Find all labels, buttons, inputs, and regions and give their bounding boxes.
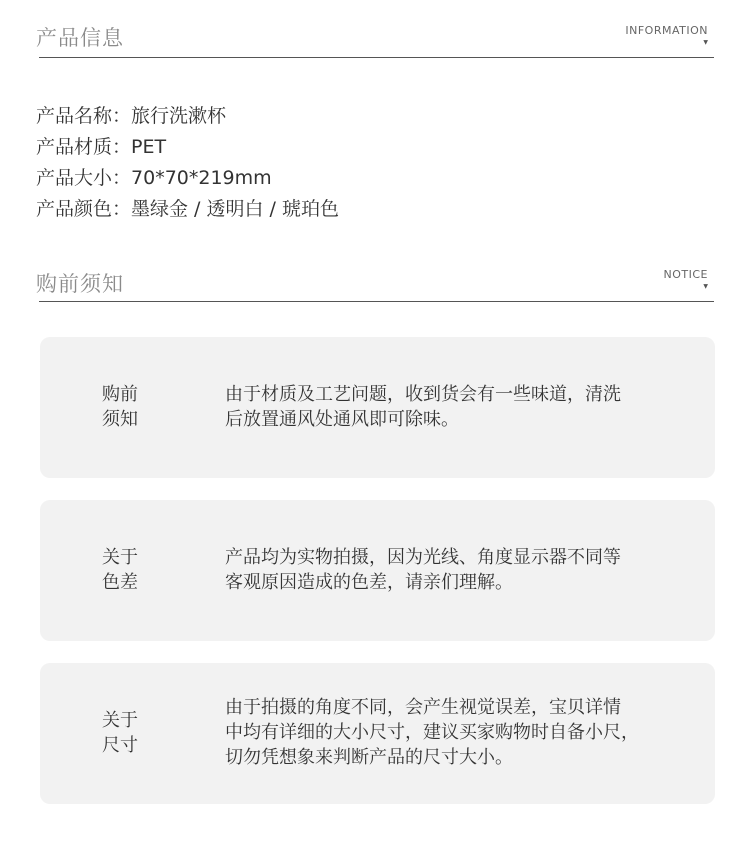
card-text-line: 产品均为实物拍摄，因为光线、角度显示器不同等: [225, 547, 621, 568]
spec-key: 产品材质：: [36, 136, 132, 158]
card-label: [102, 382, 152, 432]
section-divider: [39, 57, 714, 58]
spec-value: 墨绿金 / 透明白 / 琥珀色: [131, 198, 339, 220]
spec-value: 70*70*219mm: [131, 167, 272, 189]
triangle-down-icon: ▼: [703, 283, 708, 290]
notice-card-purchase: [40, 337, 715, 478]
notice-card-color: [40, 500, 715, 641]
card-text: [225, 545, 665, 595]
info-section-subtitle: INFORMATION: [625, 24, 708, 37]
card-label: [102, 545, 152, 595]
spec-key: 产品名称：: [36, 105, 132, 127]
spec-row-size: [36, 163, 272, 190]
card-text-line: 中均有详细的大小尺寸，建议买家购物时自备小尺，: [225, 722, 639, 743]
card-text-line: 后放置通风处通风即可除味。: [225, 409, 459, 430]
notice-section-subtitle: NOTICE: [663, 268, 708, 281]
info-section-header: [36, 22, 714, 62]
spec-value: 旅行洗漱杯: [131, 105, 227, 127]
card-label-line: 购前: [102, 384, 138, 405]
card-label-line: 色差: [102, 572, 138, 593]
info-section-title: 产品信息: [36, 26, 124, 50]
card-text-line: 切勿凭想象来判断产品的尺寸大小。: [225, 747, 513, 768]
card-text: [225, 695, 665, 770]
spec-key: 产品颜色：: [36, 198, 132, 220]
notice-card-size: [40, 663, 715, 804]
card-label-line: 关于: [102, 547, 138, 568]
card-text: [225, 382, 665, 432]
section-divider: [39, 301, 714, 302]
spec-key: 产品大小：: [36, 167, 132, 189]
card-text-line: 客观原因造成的色差，请亲们理解。: [225, 572, 513, 593]
spec-value: PET: [131, 136, 167, 158]
spec-row-color: [36, 194, 339, 221]
card-label-line: 须知: [102, 409, 138, 430]
spec-row-material: [36, 132, 166, 159]
triangle-down-icon: ▼: [703, 39, 708, 46]
card-label-line: 关于: [102, 710, 138, 731]
notice-section-header: [36, 266, 714, 306]
spec-row-name: [36, 101, 226, 128]
notice-section-title: 购前须知: [36, 272, 124, 296]
card-label-line: 尺寸: [102, 735, 138, 756]
card-text-line: 由于拍摄的角度不同，会产生视觉误差，宝贝详情: [225, 697, 621, 718]
card-text-line: 由于材质及工艺问题，收到货会有一些味道，清洗: [225, 384, 621, 405]
card-label: [102, 708, 152, 758]
